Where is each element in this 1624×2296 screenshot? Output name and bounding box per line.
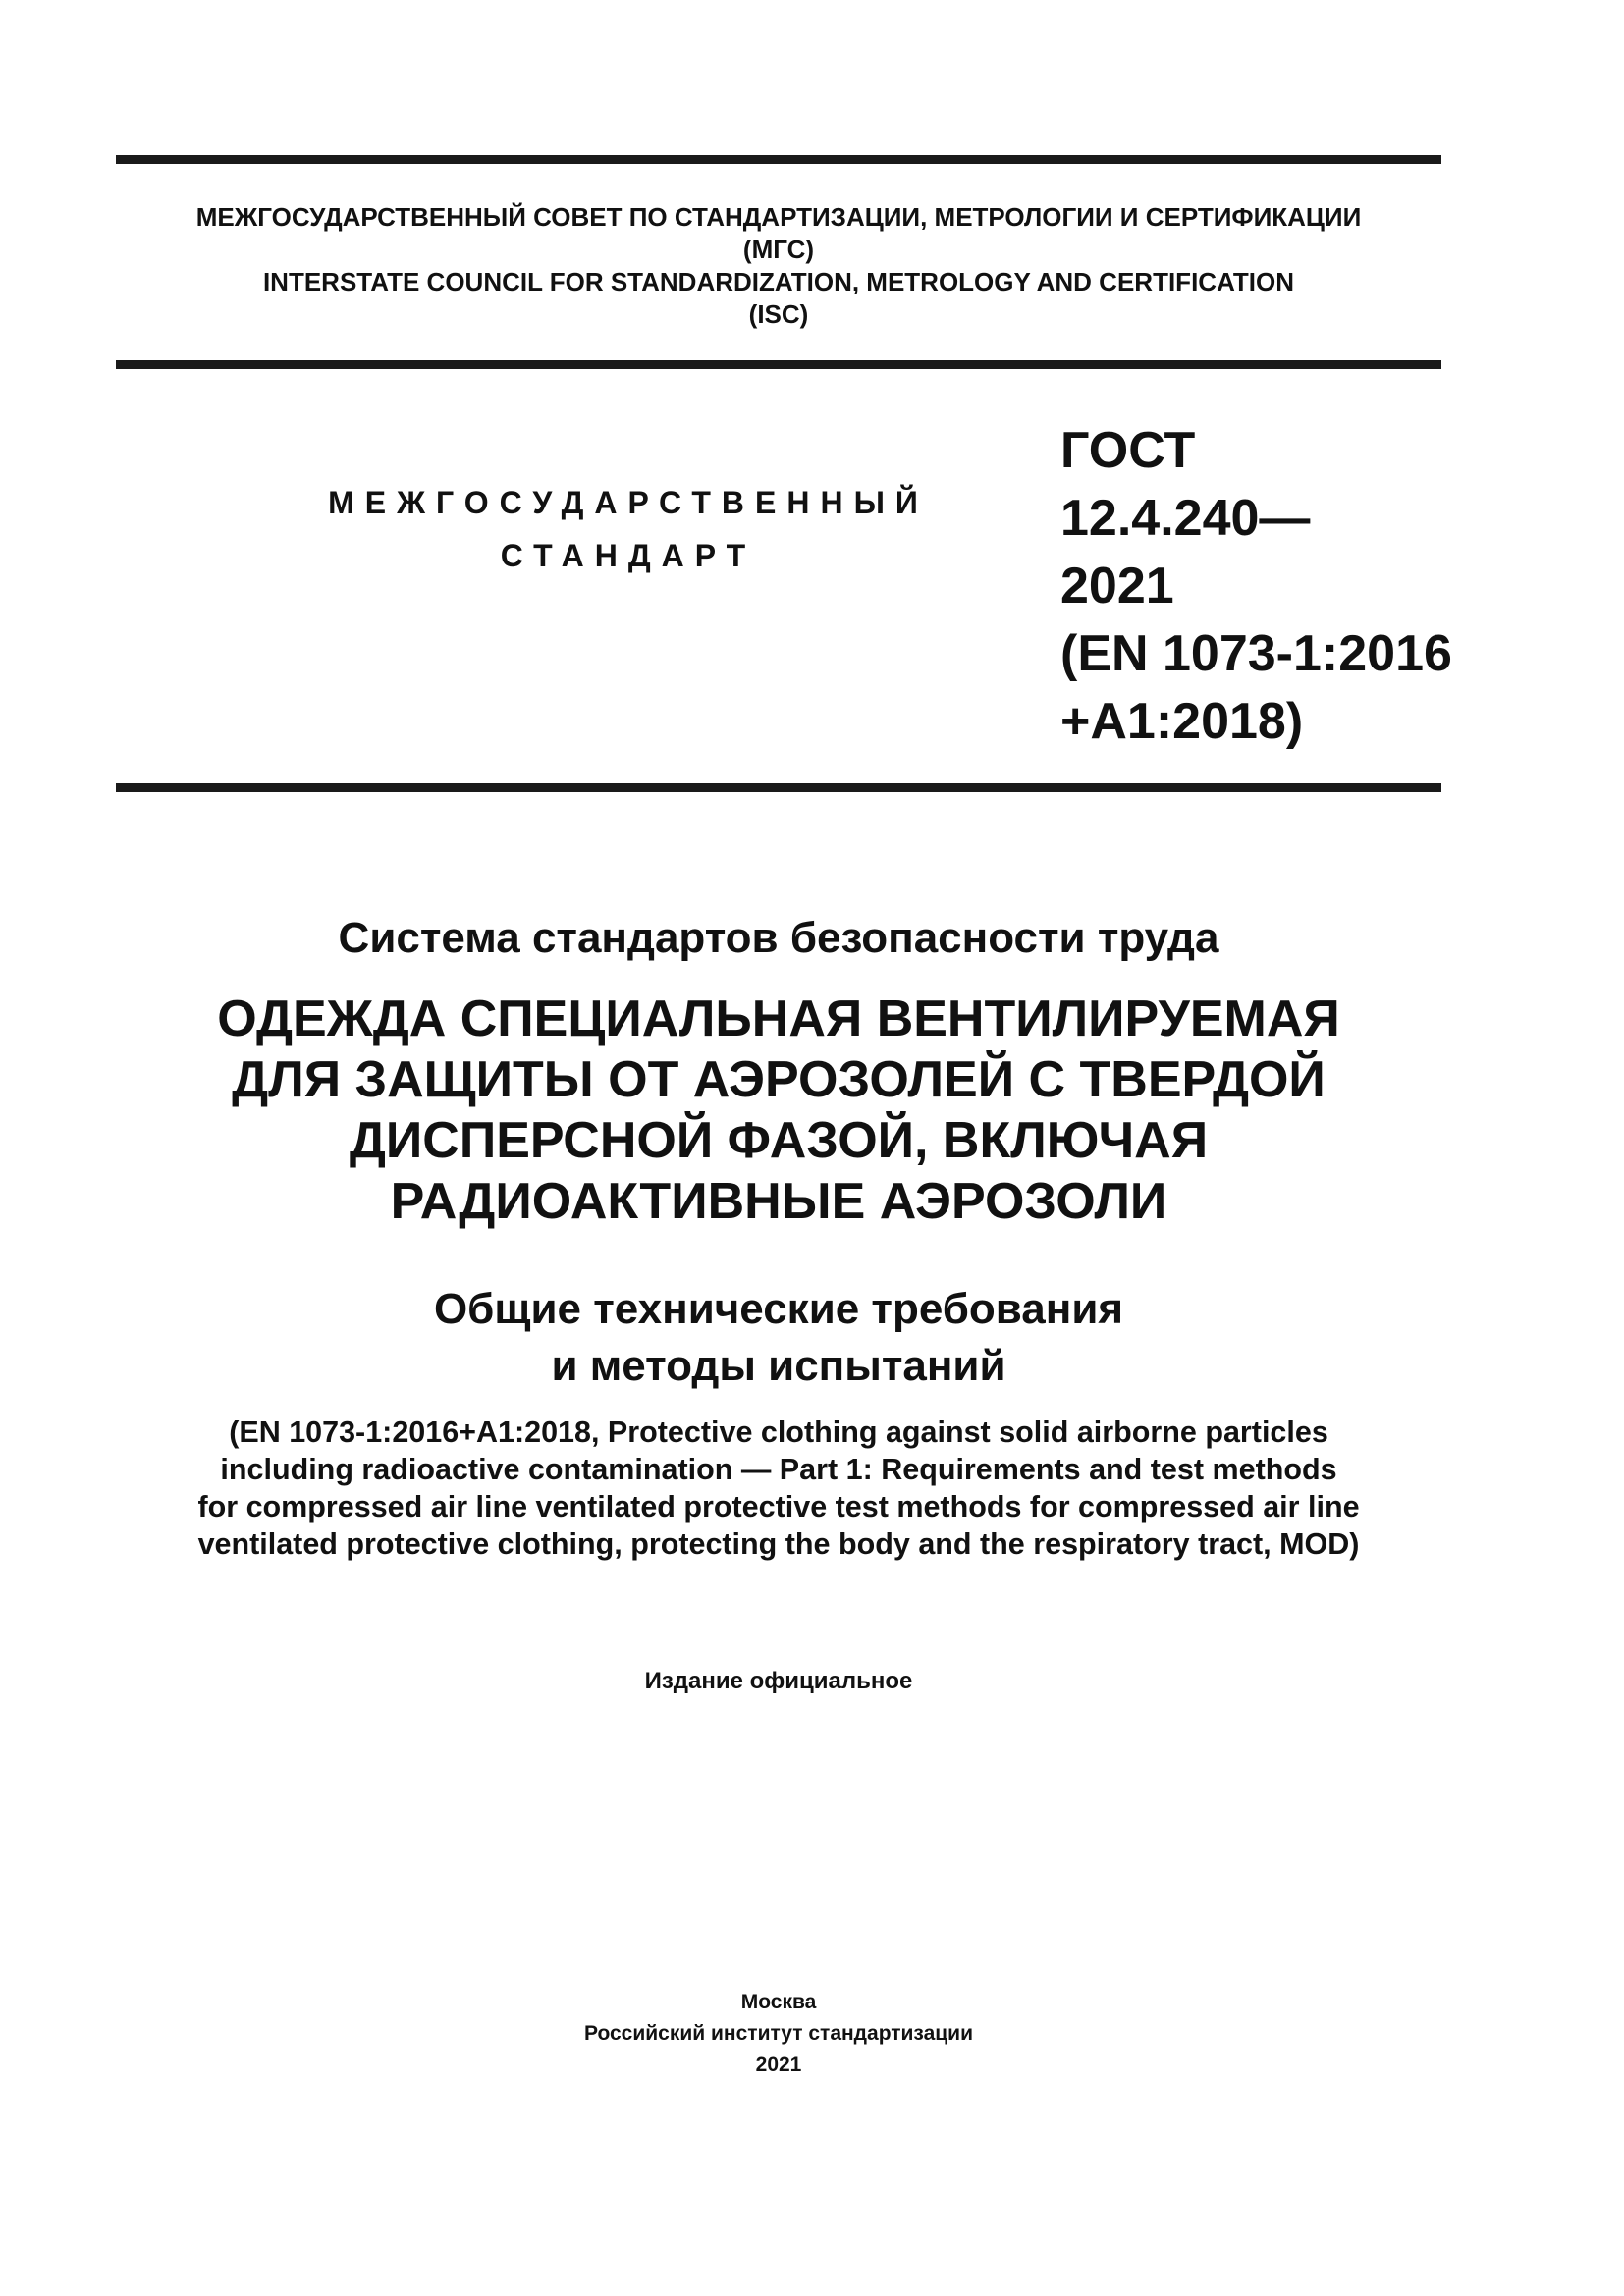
standard-number-line4: (EN 1073-1:2016 bbox=[1060, 625, 1452, 682]
imprint bbox=[116, 1987, 1441, 2081]
en-reference-line2: including radioactive contamination — Part 1: Requirements and test methods bbox=[220, 1453, 1337, 1486]
main-title-line2: ДЛЯ ЗАЩИТЫ ОТ АЭРОЗОЛЕЙ С ТВЕРДОЙ bbox=[232, 1051, 1326, 1108]
en-reference-line3: for compressed air line ventilated protective test methods for compressed air line bbox=[197, 1490, 1360, 1523]
standard-type-line1: МЕЖГОСУДАРСТВЕННЫЙ bbox=[328, 485, 929, 520]
subtitle-line2: и методы испытаний bbox=[551, 1342, 1006, 1390]
subtitle-line1: Общие технические требования bbox=[433, 1285, 1124, 1333]
standard-number-line2: 12.4.240— bbox=[1060, 490, 1311, 547]
imprint-city: Москва bbox=[740, 1991, 817, 2013]
standard-number-line5: +A1:2018) bbox=[1060, 693, 1304, 750]
standard-number-line3: 2021 bbox=[1060, 558, 1174, 614]
council-abbr-ru: (МГС) bbox=[742, 235, 815, 264]
number-divider bbox=[116, 783, 1441, 792]
top-rule bbox=[116, 155, 1441, 164]
en-reference bbox=[116, 1414, 1441, 1563]
council-divider bbox=[116, 360, 1441, 369]
standard-number bbox=[1060, 417, 1453, 756]
council-abbr-en: (ISC) bbox=[748, 299, 809, 329]
subtitle bbox=[116, 1281, 1441, 1395]
main-title-line4: РАДИОАКТИВНЫЕ АЭРОЗОЛИ bbox=[390, 1173, 1167, 1230]
imprint-publisher: Российский институт стандартизации bbox=[583, 2022, 974, 2045]
council-name-ru: МЕЖГОСУДАРСТВЕННЫЙ СОВЕТ ПО СТАНДАРТИЗАЦИИ, МЕТРОЛОГИИ И СЕРТИФИКАЦИИ bbox=[195, 202, 1362, 232]
series-title: Система стандартов безопасности труда bbox=[338, 914, 1219, 962]
standard-type bbox=[295, 476, 962, 582]
standard-type-line2: СТАНДАРТ bbox=[500, 538, 757, 573]
imprint-year: 2021 bbox=[755, 2054, 802, 2076]
en-reference-line1: (EN 1073-1:2016+A1:2018, Protective clothing against solid airborne particles bbox=[229, 1415, 1328, 1449]
council-header bbox=[116, 201, 1441, 331]
council-name-en: INTERSTATE COUNCIL FOR STANDARDIZATION, METROLOGY AND CERTIFICATION bbox=[262, 267, 1295, 296]
main-title-line1: ОДЕЖДА СПЕЦИАЛЬНАЯ ВЕНТИЛИРУЕМАЯ bbox=[217, 990, 1340, 1047]
edition-label: Издание официальное bbox=[644, 1668, 913, 1694]
standard-number-line1: ГОСТ bbox=[1060, 422, 1196, 479]
en-reference-line4: ventilated protective clothing, protecting the body and the respiratory tract, MOD) bbox=[197, 1527, 1360, 1561]
main-title bbox=[116, 988, 1441, 1232]
main-title-line3: ДИСПЕРСНОЙ ФАЗОЙ, ВКЛЮЧАЯ bbox=[349, 1112, 1209, 1169]
